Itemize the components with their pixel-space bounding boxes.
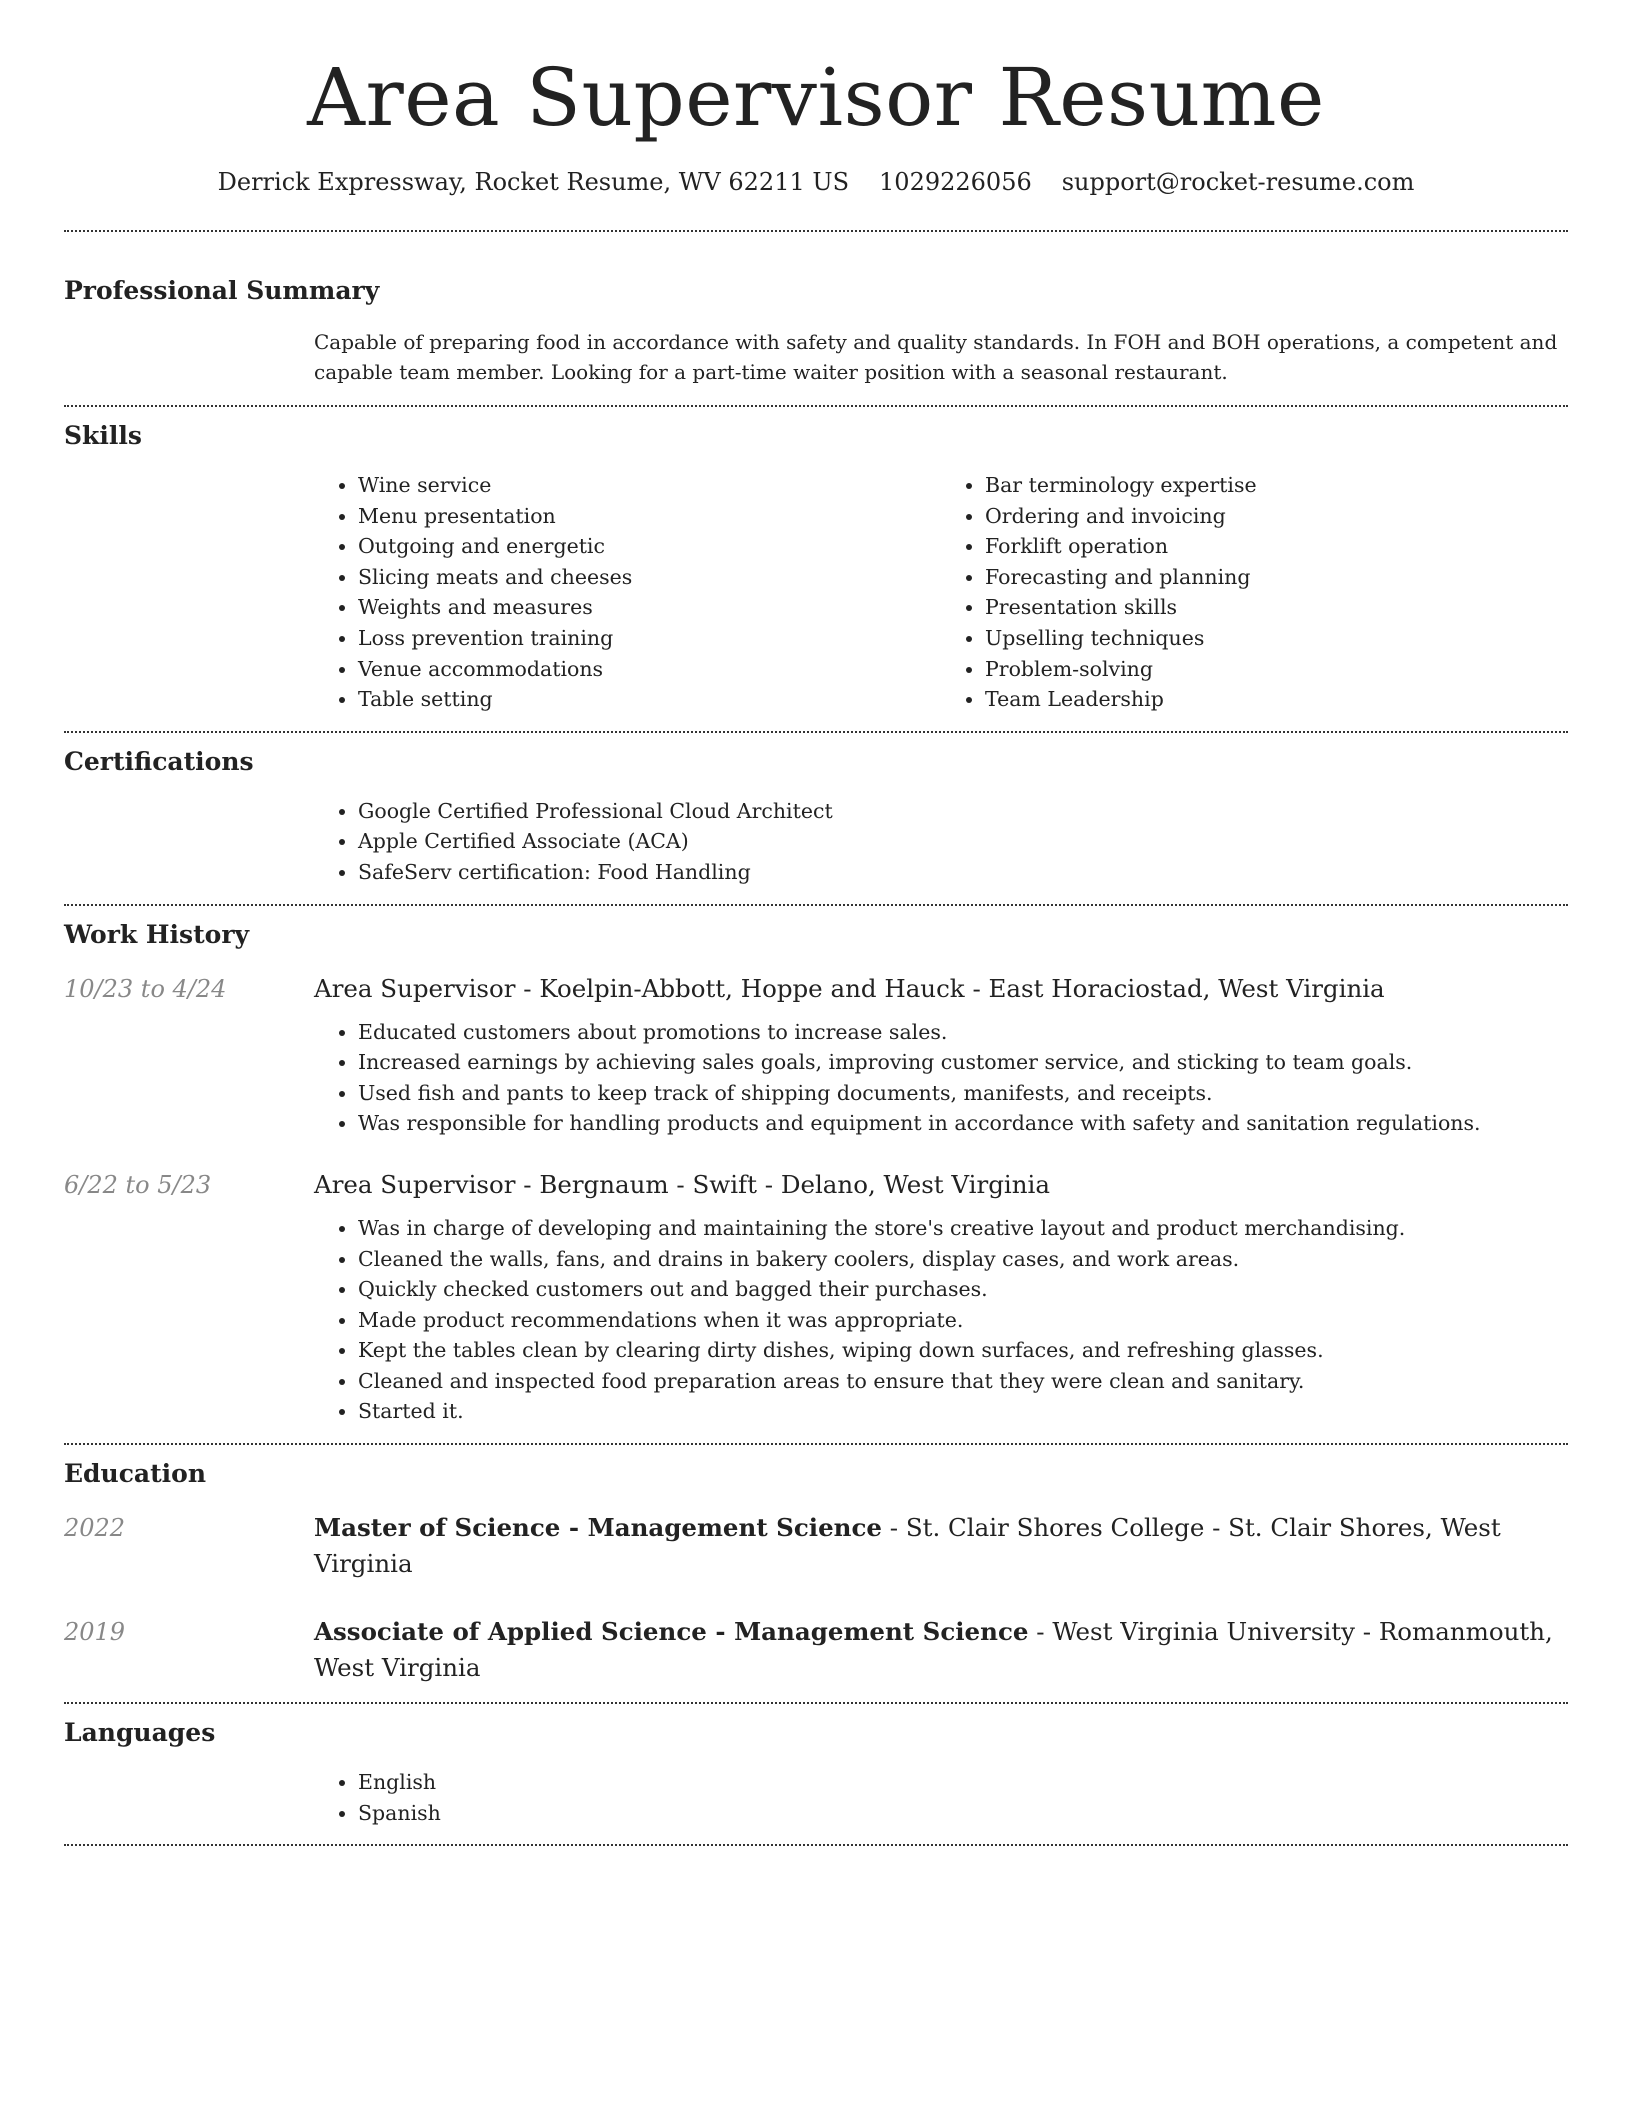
skills-heading: Skills [64,421,142,450]
education-heading: Education [64,1459,207,1489]
languages-heading: Languages [64,1718,216,1748]
skills-list-right [941,470,1568,715]
education-details: - West Virginia University - Romanmouth, West Virginia [314,1617,1553,1683]
skill-item: • Weights and measures [358,592,941,623]
skill-item: • Problem-solving [985,654,1568,685]
education-year: 2019 [64,1618,126,1647]
summary-text: Capable of preparing food in accordance with safety and quality standards. In FOH and BOH operations, a competent and capable team member. Looking for a part-time waiter position with a seasonal restaurant. [314,330,1558,384]
job-bullets [314,1017,1568,1139]
education-title [314,1614,1568,1686]
skill-item: • Team Leadership [985,684,1568,715]
education-entry [64,1614,1568,1686]
education-degree: Associate of Applied Science - Management Science [314,1617,1029,1647]
skill-item: • Bar terminology expertise [985,470,1568,501]
job-bullet: • Quickly checked customers out and bagged their purchases. [358,1274,1568,1305]
languages-section [64,1704,1568,1828]
divider [64,1844,1568,1846]
skills-list-left [314,470,941,715]
languages-list [314,1767,1568,1828]
language-item: • Spanish [358,1798,1568,1829]
job-bullet: • Cleaned and inspected food preparation areas to ensure that they were clean and sanitary. [358,1366,1568,1397]
education-degree: Master of Science - Management Science [314,1513,882,1543]
job-dates: 10/23 to 4/24 [64,974,227,1003]
summary-heading: Professional Summary [64,276,380,305]
skill-item: • Presentation skills [985,592,1568,623]
job-entry [64,1167,1568,1427]
job-bullet: • Used fish and pants to keep track of shipping documents, manifests, and receipts. [358,1078,1568,1109]
contact-line [64,168,1568,196]
skill-item: • Venue accommodations [358,654,941,685]
skills-section [64,407,1568,715]
certification-item: • SafeServ certification: Food Handling [358,857,1568,888]
job-bullet: • Was responsible for handling products and equipment in accordance with safety and sanitation regulations. [358,1108,1568,1139]
job-bullet: • Kept the tables clean by clearing dirty dishes, wiping down surfaces, and refreshing glasses. [358,1335,1568,1366]
skill-item: • Upselling techniques [985,623,1568,654]
job-title: Area Supervisor - Koelpin-Abbott, Hoppe and Hauck - East Horaciostad, West Virginia [314,973,1385,1003]
job-dates: 6/22 to 5/23 [64,1170,212,1199]
skill-item: • Ordering and invoicing [985,501,1568,532]
certifications-list [314,796,1568,888]
job-bullet: • Cleaned the walls, fans, and drains in bakery coolers, display cases, and work areas. [358,1244,1568,1275]
summary-section [64,232,1568,387]
certifications-section [64,733,1568,888]
job-title: Area Supervisor - Bergnaum - Swift - Delano, West Virginia [314,1169,1050,1199]
contact-phone: 1029226056 [879,168,1032,196]
language-item: • English [358,1767,1568,1798]
contact-email: support@rocket-resume.com [1061,168,1415,196]
job-bullet: • Increased earnings by achieving sales goals, improving customer service, and sticking to team goals. [358,1047,1568,1078]
education-entry [64,1510,1568,1582]
skill-item: • Forecasting and planning [985,562,1568,593]
job-bullet: • Started it. [358,1396,1568,1427]
work-section [64,906,1568,1428]
education-details: - St. Clair Shores College - St. Clair Shores, West Virginia [314,1513,1501,1579]
education-title [314,1510,1568,1582]
contact-address: Derrick Expressway, Rocket Resume, WV 62211 US [217,168,850,196]
skill-item: • Loss prevention training [358,623,941,654]
job-bullet: • Educated customers about promotions to increase sales. [358,1017,1568,1048]
skill-item: • Slicing meats and cheeses [358,562,941,593]
certification-item: • Google Certified Professional Cloud Architect [358,796,1568,827]
work-heading: Work History [64,919,250,949]
skill-item: • Outgoing and energetic [358,531,941,562]
skill-item: • Forklift operation [985,531,1568,562]
skill-item: • Wine service [358,470,941,501]
job-entry [64,971,1568,1139]
job-bullets [314,1213,1568,1427]
job-bullet: • Was in charge of developing and maintaining the store's creative layout and product merchandising. [358,1213,1568,1244]
certification-item: • Apple Certified Associate (ACA) [358,826,1568,857]
skill-item: • Menu presentation [358,501,941,532]
certifications-heading: Certifications [64,746,254,776]
education-year: 2022 [64,1514,126,1543]
resume-title: Area Supervisor Resume [307,51,1325,144]
job-bullet: • Made product recommendations when it was appropriate. [358,1305,1568,1336]
education-section [64,1445,1568,1686]
skill-item: • Table setting [358,684,941,715]
